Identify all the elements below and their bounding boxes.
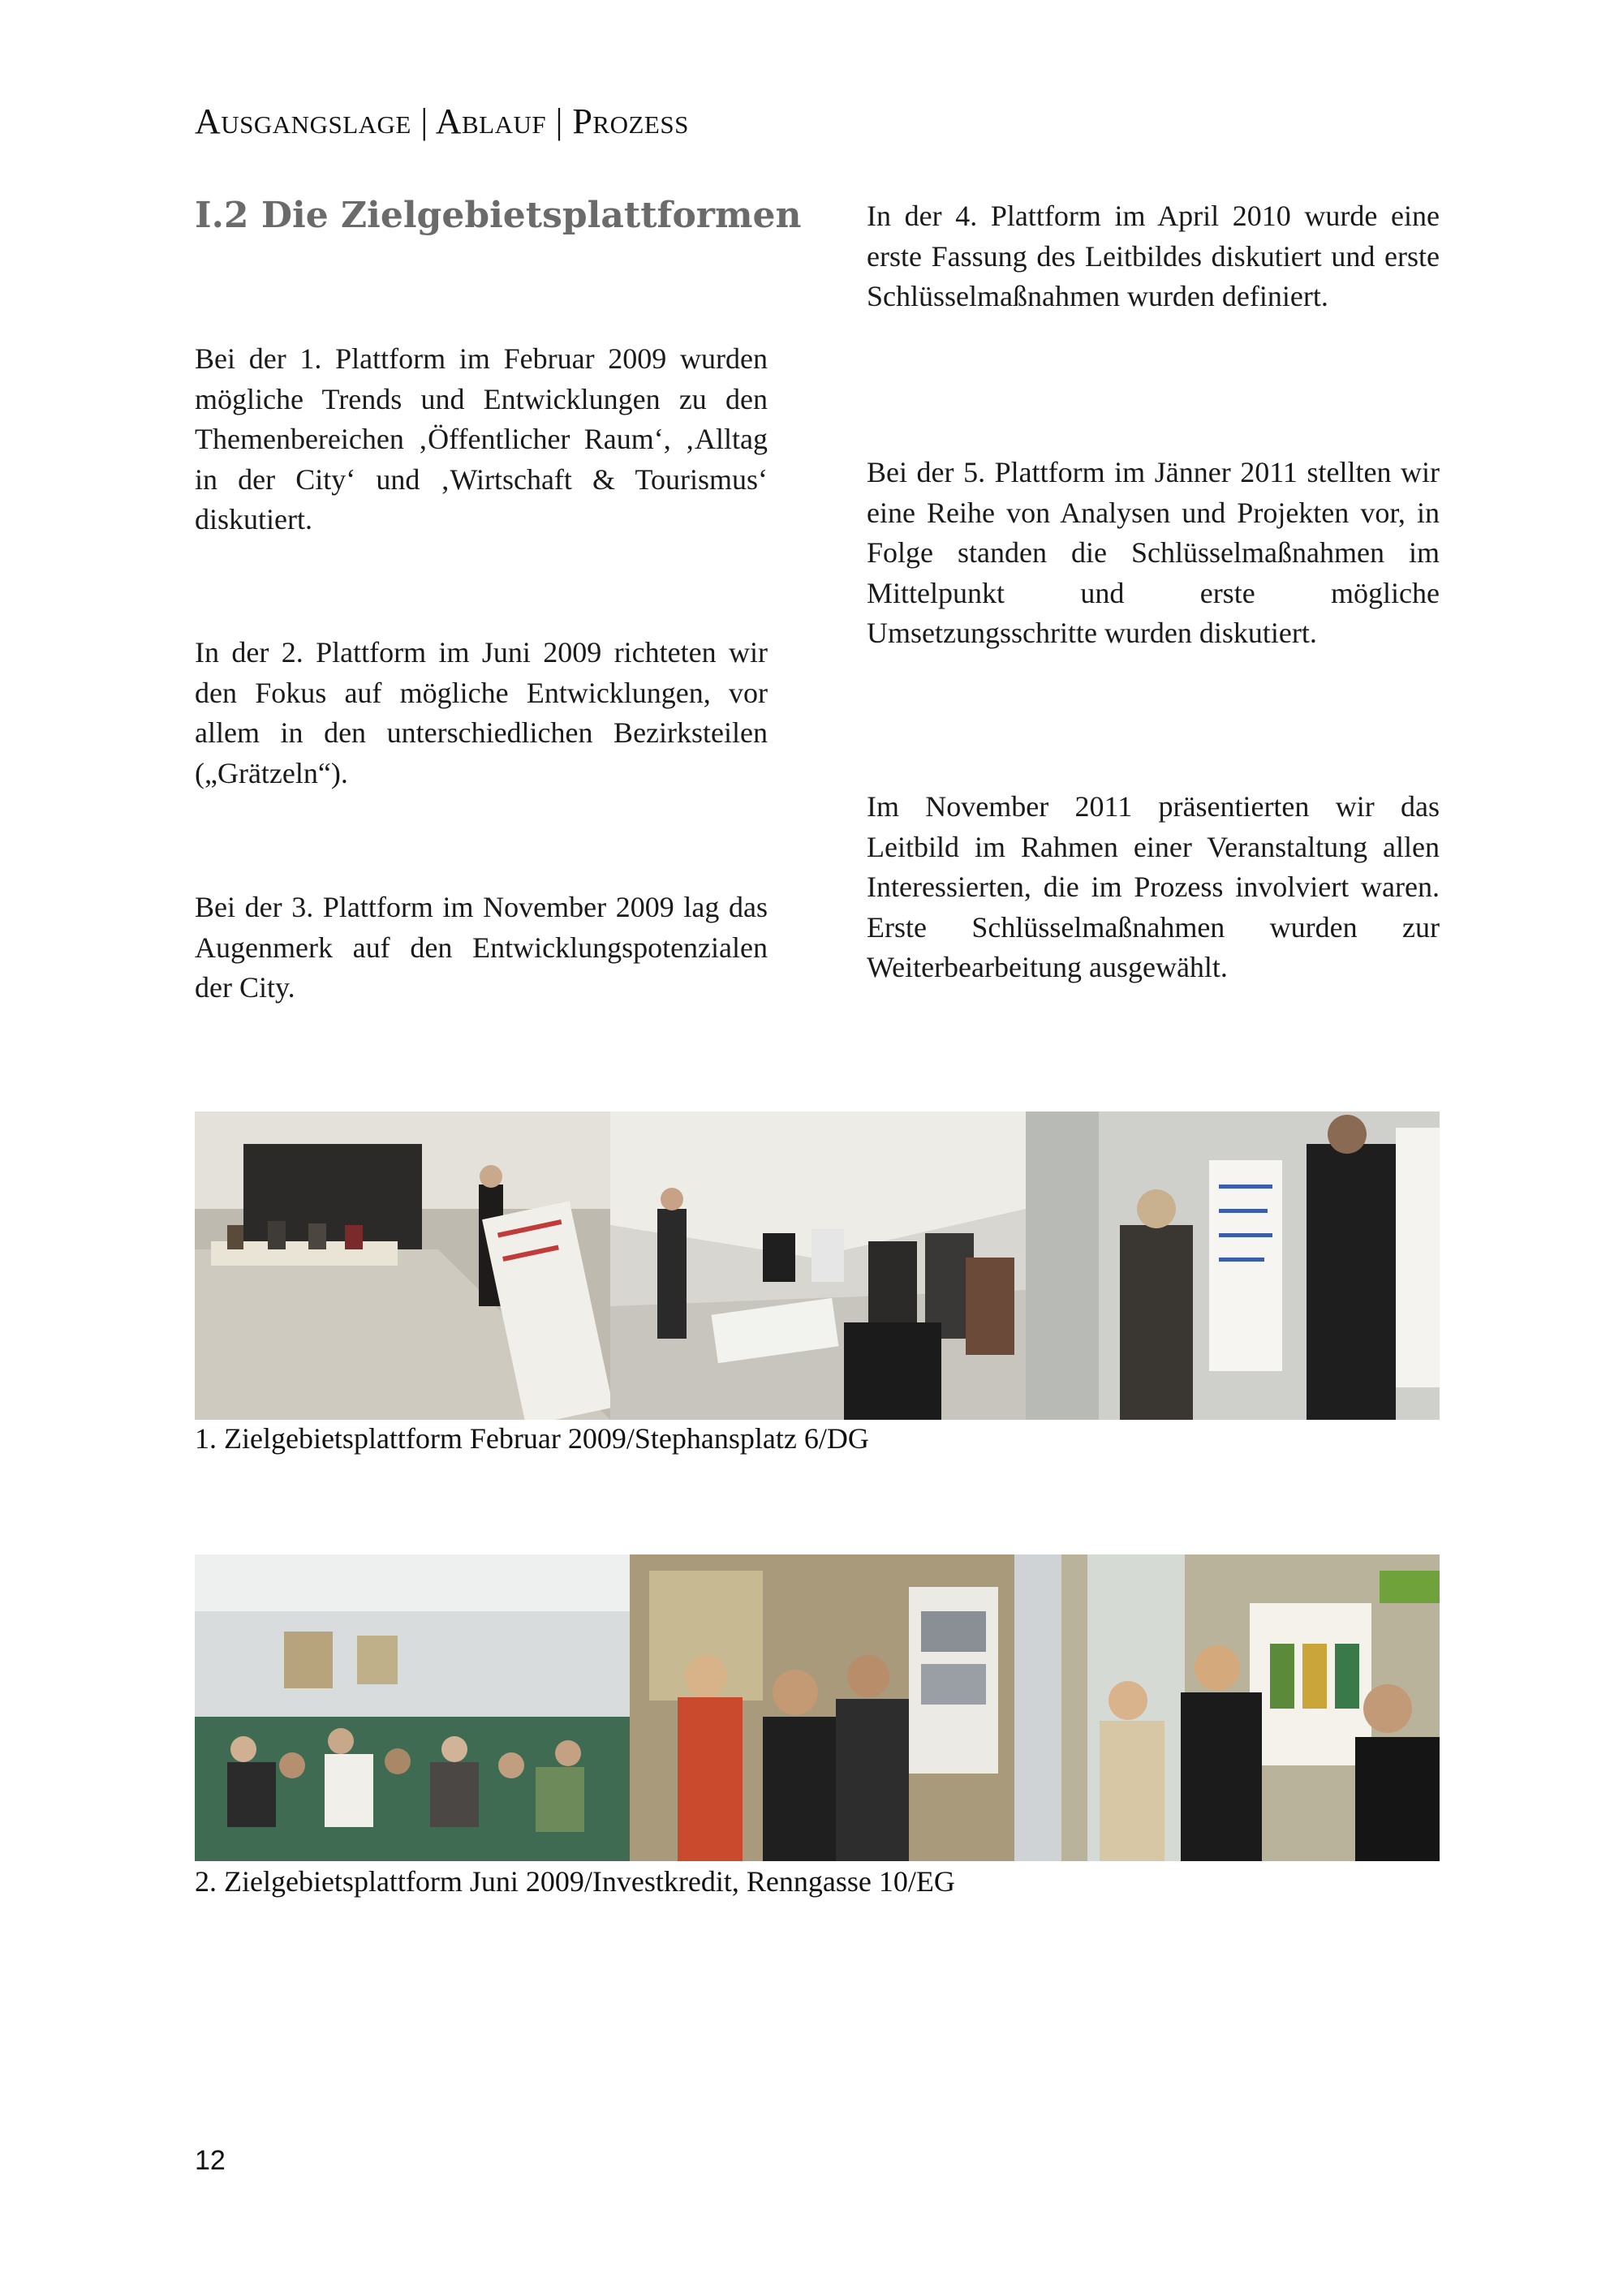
paragraph-platform-2: In der 2. Plattform im Juni 2009 richteten wir den Fokus auf mögliche Entwicklungen, vor allem in den unterschiedlichen Bezirksteilen („Grätzeln“).	[195, 636, 768, 789]
photo-audience-hall	[195, 1554, 630, 1861]
photo-meeting-room-tables	[195, 1111, 613, 1420]
photo-reading-posters	[1061, 1554, 1440, 1861]
photo-flipchart-presentation	[1026, 1111, 1440, 1420]
section-title: I.2 Die Zielgebietsplattformen	[195, 195, 802, 236]
photo-poster-wall-crowd	[630, 1554, 1061, 1861]
paragraph-platform-4: In der 4. Plattform im April 2010 wurde eine erste Fassung des Leitbildes diskutiert und erste Schlüsselmaßnahmen wurden definiert.	[867, 200, 1440, 312]
paragraph-platform-1: Bei der 1. Plattform im Februar 2009 wurden mögliche Trends und Entwicklungen zu den Themenbereichen ‚Öffentlicher Raum‘, ‚Alltag in der City‘ und ‚Wirtschaft & Tourismus‘ diskutiert.	[195, 342, 768, 535]
photo-strip-platform-1	[195, 1111, 1440, 1420]
photo-strip-platform-2	[195, 1554, 1440, 1861]
page-number: 12	[195, 2145, 226, 2176]
photo-seated-discussion	[610, 1111, 1026, 1420]
paragraph-platform-3: Bei der 3. Plattform im November 2009 lag das Augenmerk auf den Entwicklungspotenzialen der City.	[195, 891, 768, 1004]
caption-platform-1: 1. Zielgebietsplattform Februar 2009/Stephansplatz 6/DG	[195, 1422, 869, 1455]
paragraph-final-event: Im November 2011 präsentierten wir das Leitbild im Rahmen einer Veranstaltung allen Interessierten, die im Prozess involviert waren. Erste Schlüsselmaßnahmen wurden zur Weiterbearbeitung ausgewählt.	[867, 790, 1440, 983]
running-header: Ausgangslage | Ablauf | Prozess	[195, 101, 689, 141]
paragraph-platform-5: Bei der 5. Plattform im Jänner 2011 stellten wir eine Reihe von Analysen und Projekten vor, in Folge standen die Schlüsselmaßnahmen im Mittelpunkt und erste mögliche Umsetzungsschritte wurden diskutiert.	[867, 456, 1440, 649]
caption-platform-2: 2. Zielgebietsplattform Juni 2009/Investkredit, Renngasse 10/EG	[195, 1865, 955, 1898]
